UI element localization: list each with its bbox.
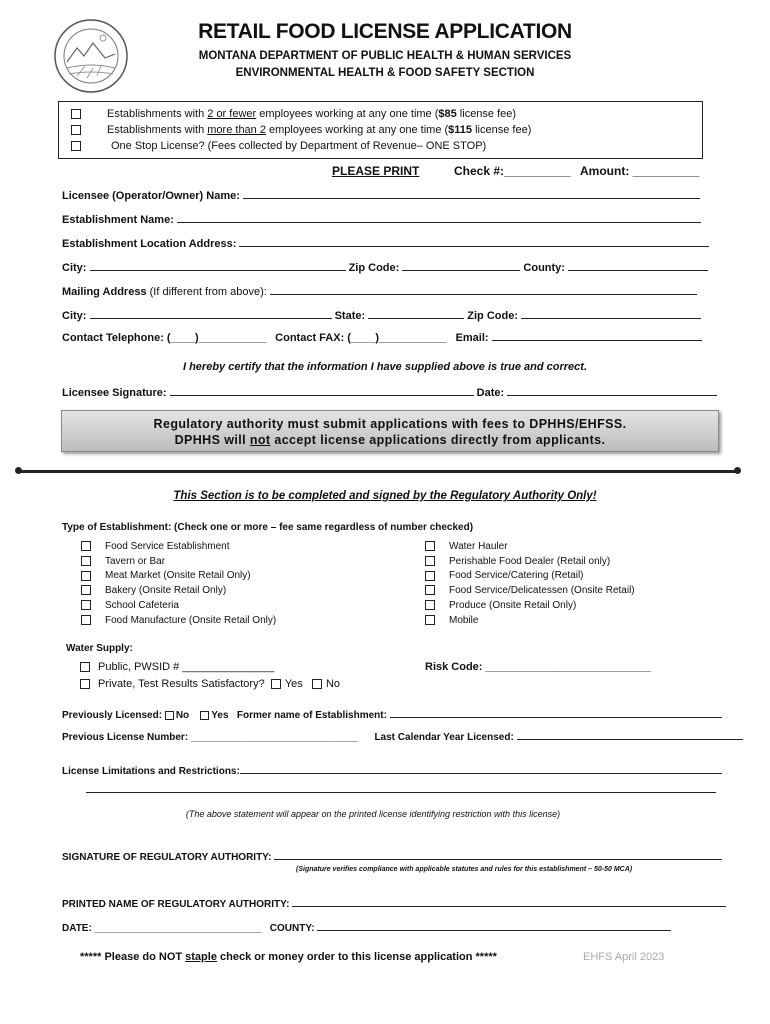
establishment-type-checkbox[interactable] (81, 585, 91, 595)
establishment-type-label: Water Hauler (449, 541, 508, 552)
checkbox-one-stop[interactable] (71, 141, 81, 151)
establishment-type-checkbox[interactable] (425, 541, 435, 551)
establishment-type-checkbox[interactable] (81, 600, 91, 610)
checkbox-private-water[interactable] (80, 679, 90, 689)
establishment-type-label: Mobile (449, 614, 479, 626)
establishment-type-checkbox[interactable] (425, 600, 435, 610)
establishment-type-checkbox[interactable] (81, 571, 91, 581)
establishment-type-checkbox[interactable] (425, 585, 435, 595)
previous-license-number-row: Previous License Number: ______________________________ Last Calendar Year Licensed: (62, 730, 743, 743)
establishment-type-label: Food Service Establishment (105, 541, 230, 552)
checkbox-fewer-employees[interactable] (71, 109, 81, 119)
establishment-type-option (425, 585, 635, 596)
form-version: EHFS April 2023 (583, 951, 665, 963)
fee-options-box (58, 101, 703, 159)
contact-telephone-field[interactable]: Contact Telephone: (____)___________ (62, 332, 266, 344)
amount-field[interactable]: Amount: __________ (580, 164, 700, 178)
establishment-type-label: Meat Market (Onsite Retail Only) (105, 570, 251, 582)
establishment-type-option (81, 585, 226, 596)
printed-name-field[interactable] (292, 897, 726, 907)
establishment-type-option (425, 570, 584, 581)
zip-field[interactable] (402, 261, 520, 271)
divider-dot-right (734, 467, 741, 474)
risk-code-field[interactable]: Risk Code: ___________________________ (425, 661, 651, 673)
establishment-type-label: Food Service/Catering (Retail) (449, 570, 584, 582)
fee-option-one-stop: One Stop License? (Fees collected by Department of Revenue– ONE STOP) (71, 140, 486, 152)
establishment-type-label: Type of Establishment: (Check one or more – fee same regardless of number checked) (62, 522, 474, 533)
licensee-name-field[interactable] (243, 189, 700, 199)
establishment-type-checkbox[interactable] (425, 556, 435, 566)
signature-date-field[interactable] (507, 386, 717, 396)
mailing-address-field[interactable] (270, 285, 697, 295)
checkbox-more-employees[interactable] (71, 125, 81, 135)
establishment-type-option (425, 541, 508, 552)
signature-note: (Signature verifies compliance with applicable statutes and rules for this establishment – 50-50 MCA) (296, 866, 633, 873)
contact-row: Contact Telephone: (____)___________ Contact FAX: (____)___________ Email: (62, 331, 702, 344)
establishment-type-checkbox[interactable] (81, 541, 91, 551)
establishment-type-option (81, 615, 276, 626)
establishment-type-checkbox[interactable] (425, 571, 435, 581)
regulatory-date-field[interactable]: DATE: ______________________________ (62, 923, 262, 934)
regulatory-county-field[interactable] (317, 921, 671, 931)
establishment-type-label: Perishable Food Dealer (Retail only) (449, 555, 611, 567)
limitations-row: License Limitations and Restrictions: (62, 764, 722, 777)
staple-warning: ***** Please do NOT staple check or money order to this license application ***** (80, 951, 497, 963)
limitations-field-line-2[interactable] (86, 792, 716, 793)
section-divider (18, 470, 738, 473)
checkbox-test-no[interactable] (312, 679, 322, 689)
establishment-name-field[interactable] (177, 213, 701, 223)
mailing-city-row: City: State: Zip Code: (62, 309, 701, 322)
water-public-row: Public, PWSID # _______________ (80, 661, 274, 673)
printed-name-row: PRINTED NAME OF REGULATORY AUTHORITY: (62, 897, 726, 910)
establishment-type-checkbox[interactable] (425, 615, 435, 625)
department-name: MONTANA DEPARTMENT OF PUBLIC HEALTH & HUMAN SERVICES (198, 50, 572, 62)
email-field[interactable] (492, 331, 702, 341)
location-address-row: Establishment Location Address: (62, 237, 709, 250)
previous-license-number-field[interactable]: Previous License Number: ______________________________ (62, 732, 358, 743)
submission-notice-banner: Regulatory authority must submit applications with fees to DPHHS/EHFSS. DPHHS will not accept license applications directly from applicants. (61, 410, 719, 452)
previous-license-row: Previously Licensed: No Yes Former name of Establishment: (62, 708, 722, 721)
section-name: ENVIRONMENTAL HEALTH & FOOD SAFETY SECTION (235, 67, 535, 79)
establishment-type-label: School Cafeteria (105, 599, 179, 611)
city-field[interactable] (90, 261, 346, 271)
location-address-field[interactable] (239, 237, 709, 247)
establishment-type-option (425, 600, 576, 611)
check-number-field[interactable]: Check #:__________ (454, 164, 571, 178)
contact-fax-field[interactable]: Contact FAX: (____)___________ (275, 332, 447, 344)
establishment-type-option (81, 556, 165, 567)
limitations-field[interactable] (240, 764, 722, 774)
establishment-type-option (81, 600, 179, 611)
checkbox-public-water[interactable] (80, 662, 90, 672)
establishment-type-option (81, 570, 251, 581)
licensee-signature-row: Licensee Signature: Date: (62, 386, 717, 399)
please-print-label: PLEASE PRINT (332, 164, 420, 178)
mailing-city-field[interactable] (90, 309, 332, 319)
mailing-state-field[interactable] (368, 309, 464, 319)
regulatory-signature-row: SIGNATURE OF REGULATORY AUTHORITY: (62, 850, 722, 863)
establishment-type-option (425, 615, 478, 626)
establishment-type-label: Food Service/Delicatessen (Onsite Retail) (449, 585, 635, 597)
establishment-type-label: Produce (Onsite Retail Only) (449, 599, 577, 611)
fee-option-large: Establishments with more than 2 employees working at any one time ($115 license fee) (71, 124, 531, 136)
checkbox-prev-yes[interactable] (200, 711, 209, 720)
last-year-licensed-field[interactable] (517, 730, 743, 740)
date-county-row: DATE: ______________________________ COUNTY: (62, 921, 671, 934)
checkbox-prev-no[interactable] (165, 711, 174, 720)
water-private-row: Private, Test Results Satisfactory? Yes No (80, 678, 340, 690)
establishment-type-checkbox[interactable] (81, 615, 91, 625)
mailing-zip-field[interactable] (521, 309, 701, 319)
fee-option-small: Establishments with 2 or fewer employees working at any one time ($85 license fee) (71, 108, 516, 120)
certification-statement: I hereby certify that the information I have supplied above is true and correct. (182, 361, 588, 373)
licensee-name-row: Licensee (Operator/Owner) Name: (62, 189, 700, 202)
form-title: RETAIL FOOD LICENSE APPLICATION (198, 20, 572, 43)
water-supply-label: Water Supply: (66, 643, 133, 654)
county-field[interactable] (568, 261, 708, 271)
city-row: City: Zip Code: County: (62, 261, 708, 274)
establishment-type-label: Tavern or Bar (105, 555, 166, 567)
establishment-type-option (425, 556, 610, 567)
limitations-note: (The above statement will appear on the printed license identifying restriction with this license) (185, 809, 561, 819)
divider-dot-left (15, 467, 22, 474)
establishment-type-label: Bakery (Onsite Retail Only) (105, 585, 227, 597)
establishment-type-checkbox[interactable] (81, 556, 91, 566)
establishment-type-label: Food Manufacture (Onsite Retail Only) (105, 614, 277, 626)
licensee-signature-field[interactable] (170, 386, 474, 396)
regulatory-section-heading: This Section is to be completed and signed by the Regulatory Authority Only! (173, 490, 597, 502)
mailing-address-row: Mailing Address (If different from above): (62, 285, 697, 298)
former-name-field[interactable] (390, 708, 722, 718)
establishment-name-row: Establishment Name: (62, 213, 701, 226)
establishment-type-option (81, 541, 230, 552)
checkbox-test-yes[interactable] (271, 679, 281, 689)
regulatory-signature-field[interactable] (274, 850, 722, 860)
